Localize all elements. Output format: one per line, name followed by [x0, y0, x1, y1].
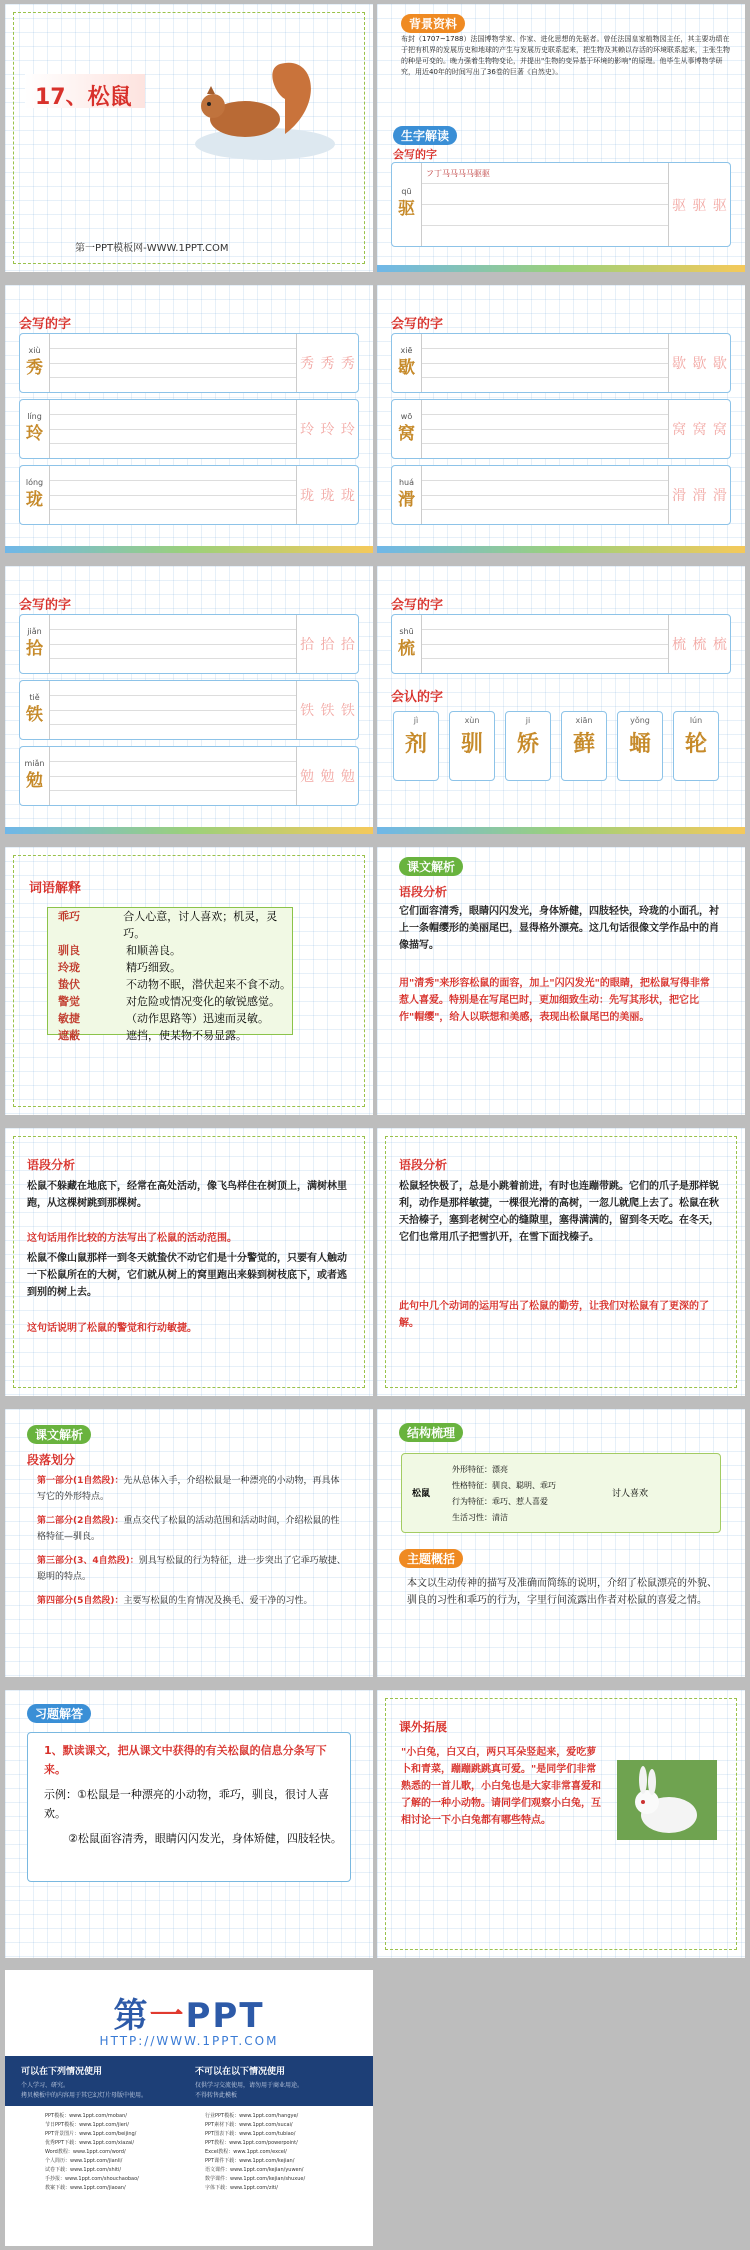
theme-text: 本文以生动传神的描写及准确而简练的说明，介绍了松鼠漂亮的外貌、驯良的习性和乖巧的行为，字里行间流露出作者对松鼠的喜爱之情。 [407, 1578, 717, 1606]
slide-background [377, 4, 745, 272]
vocab-heading: 词语解释 [29, 881, 82, 896]
char-subhead: 会写的字 [19, 598, 72, 613]
analysis-para: 它们面容清秀，眼睛闪闪发光，身体矫健，四肢轻快，玲珑的小面孔，衬上一条帽缨形的美丽尾巴，显得格外漂亮。这几句话很像文学作品中的肖像描写。 [399, 906, 719, 951]
vocab-row: 乖巧 合人心意，讨人喜欢；机灵，灵巧。 [58, 910, 278, 940]
theme-tag: 主题概括 [399, 1549, 463, 1568]
slide-analysis-2: 语段分析 松鼠不躲藏在地底下，经常在高处活动，像飞鸟样住在树顶上，满树林里跑，从这棵树跳到那棵树。 这句话用作比较的方法写出了松鼠的活动范围。 松鼠不像山鼠那样一到冬天就蛰伏不动它们是十分警觉的，只要有人触动一下松鼠所在的大树，它们就从树上的窝里跑出来躲到树枝底下，或者逃到别的树上去。 这句话说明了松鼠的警觉和行动敏捷。 [5, 1128, 373, 1396]
exercise-question: 1、默读课文，把从课文中获得的有关松鼠的信息分条写下来。 [44, 1744, 327, 1776]
rabbit-image [617, 1760, 717, 1840]
char-subhead: 会写的字 [391, 598, 444, 613]
structure-center: 松鼠 [412, 1489, 431, 1499]
title-footer: 第一PPT模板网-WWW.1PPT.COM [75, 243, 229, 254]
squirrel-image [185, 44, 335, 164]
char-glyph: 驱 [398, 199, 415, 219]
char-card-shu: shū 梳 梳 梳 梳 [391, 614, 731, 674]
vocab-row: 警觉 对危险或情况变化的敏锐感觉。 [58, 995, 280, 1008]
recog-card-3: ji 矫 [505, 711, 551, 781]
paragraph-subhead: 段落划分 [27, 1453, 76, 1467]
recog-card-2: xùn 驯 [449, 711, 495, 781]
vocab-row: 玲珑 精巧细致。 [58, 961, 181, 974]
char-subhead: 会写的字 [391, 317, 444, 332]
part-2: 第二部分(2自然段)：重点交代了松鼠的活动范围和活动时间，介绍松鼠的性格特征—驯良。 [37, 1516, 340, 1542]
char-card-jian: jiǎn 拾 拾 拾 拾 [19, 614, 359, 674]
vocab-row: 敏捷 （动作思路等）迅速而灵敏。 [58, 1012, 269, 1025]
slide-exercise [5, 1690, 373, 1958]
structure-tag: 结构梳理 [399, 1423, 463, 1442]
char-card: qū 驱 フ丁马马马马驱驱 驱 驱 驱 [391, 162, 731, 247]
recog-card-6: lún 轮 [673, 711, 719, 781]
slide-chars-1 [5, 285, 373, 553]
extension-text: "小白兔，白又白，两只耳朵竖起来，爱吃萝卜和青菜，蹦蹦跳跳真可爱。"是同学们非常熟悉的一首儿歌，小白兔也是大家非常喜爱和了解的一种小动物。请同学们观察小白兔，互相讨论一下小白兔都有哪些特点。 [401, 1747, 601, 1826]
exercise-answer-1: 示例：①松鼠是一种漂亮的小动物，乖巧，驯良，很讨人喜欢。 [44, 1788, 329, 1820]
analysis-subhead: 语段分析 [399, 885, 448, 899]
slide-extension [377, 1690, 745, 1958]
structure-result: 讨人喜欢 [612, 1489, 649, 1499]
recog-card-5: yǒng 蛹 [617, 711, 663, 781]
char-tag: 生字解读 [393, 126, 457, 145]
char-card-ling: líng 玲 玲 玲 玲 [19, 399, 359, 459]
vocab-row: 遮蔽 遮挡，使某物不易显露。 [58, 1029, 247, 1042]
slide-paragraphs [5, 1409, 373, 1677]
analysis-comment: 用"清秀"来形容松鼠的面容，加上"闪闪发光"的眼睛，把松鼠写得非常惹人喜爱。特别是在写尾巴时，更加细致生动：先写其形状，把它比作"帽缨"，给人以联想和美感，表现出松鼠尾巴的美丽。 [399, 978, 710, 1023]
recog-subhead: 会认的字 [391, 690, 444, 705]
analysis-tag: 课文解析 [399, 857, 463, 876]
char-card-wo: wō 窝 窝 窝 窝 [391, 399, 731, 459]
char-card-hua: huá 滑 滑 滑 滑 [391, 465, 731, 525]
slide-footer [5, 1970, 373, 2246]
char-card-xiu: xiù 秀 秀 秀 秀 [19, 333, 359, 393]
exercise-box [27, 1732, 351, 1882]
links-right[interactable]: 行业PPT模板：www.1ppt.com/hangye/ PPT素材下载：www.1ppt.com/sucai/ PPT图表下载：www.1ppt.com/tubiao/ PPT教程：www.1ppt.com/powerpoint/ Excel教程：www.1ppt.com/excel/ PPT课件下载：www.1ppt.com/kejian/ 语文课件：www.1ppt.com/kejian/yuwen/ 数学课件：www.1ppt.com/kejian/shuxue/ 字体下载：www.1ppt.com/ziti/ [205, 2113, 306, 2191]
structure-diagram: 松鼠 外形特征：漂亮 性格特征：驯良、聪明、乖巧 行为特征：乖巧、惹人喜爱 生活习性：清洁 讨人喜欢 [401, 1453, 721, 1533]
analysis-subhead: 语段分析 [399, 1158, 448, 1172]
links-left[interactable]: PPT模板：www.1ppt.com/moban/ 节日PPT模板：www.1ppt.com/jieri/ PPT背景图片：www.1ppt.com/beijing/ 优秀PPT下载：www.1ppt.com/xiazai/ Word教程：www.1ppt.com/word/ 个人简历：www.1ppt.com/jianli/ 试卷下载：www.1ppt.com/shiti/ 手抄报：www.1ppt.com/shouchaobao/ 教案下载：www.1ppt.com/jiaoan/ [45, 2113, 139, 2191]
part-4: 第四部分(5自然段)：主要写松鼠的生育情况及换毛、爱干净的习性。 [37, 1596, 313, 1606]
part-1: 第一部分(1自然段)：先从总体入手，介绍松鼠是一种漂亮的小动物，再具体写它的外形特点。 [37, 1476, 340, 1502]
lesson-title: 17、松鼠 [35, 85, 132, 110]
background-text: 布封（1707~1788）法国博物学家、作家、进化思想的先驱者。曾任法国皇家植物园主任，其主要功绩在于把有机界的发展历史和地球的产生与发展历史联系起来，把生物及其赖以存活的环境联系起来，主张生物的种是可变的。晚力强着生物物变论，并提出"生物的变异基于环境的影响"的原理。他毕生从事博物学研究，用近40年的时间写出了36卷的巨著《自然史》。 [401, 35, 730, 76]
slide-chars-3 [5, 566, 373, 834]
background-tag: 背景资料 [401, 14, 465, 33]
vocab-row: 蛰伏 不动物不眠，潜伏起来不食不动。 [58, 978, 291, 991]
slide-analysis-3: 语段分析 松鼠轻快极了，总是小跳着前进，有时也连蹦带跳。它们的爪子是那样锐利，动作是那样敏捷，一棵很光滑的高树，一忽儿就爬上去了。松鼠在秋天拾榛子，塞到老树空心的缝隙里，塞得满满的，留到冬天吃。在冬天，它们也常用爪子把雪扒开，在雪下面找榛子。 此句中几个动词的运用写出了松鼠的勤劳，让我们对松鼠有了更深的了解。 [377, 1128, 745, 1396]
extension-subhead: 课外拓展 [399, 1720, 448, 1734]
exercise-tag: 习题解答 [27, 1704, 91, 1723]
char-subhead: 会写的字 [19, 317, 72, 332]
slide-vocab [5, 847, 373, 1115]
slide-chars-2 [377, 285, 745, 553]
vocab-table [47, 907, 293, 1042]
char-subhead: 会写的字 [393, 148, 437, 161]
recog-card-1: jì 剂 [393, 711, 439, 781]
paragraph-tag: 课文解析 [27, 1425, 91, 1444]
exercise-answer-2: ②松鼠面容清秀，眼睛闪闪发光，身体矫健，四肢轻快。 [68, 1832, 342, 1845]
vocab-row: 驯良 和顺善良。 [58, 944, 181, 957]
site-url[interactable]: HTTP://WWW.1PPT.COM [99, 2034, 279, 2048]
char-card-tie: tiě 铁 铁 铁 铁 [19, 680, 359, 740]
slide-structure [377, 1409, 745, 1677]
char-card-xie: xiē 歇 歇 歇 歇 [391, 333, 731, 393]
usage-band: 可以在下列情况使用 个人学习、研究。 拷贝模板中的内容用于其它幻灯片母版中使用。 不可以在以下情况使用 仅供学习交流使用，请勿用于商业用途。 不得转售此模板 [5, 2056, 373, 2106]
analysis-subhead: 语段分析 [27, 1158, 76, 1172]
site-logo: 第一PPT [113, 1996, 265, 2036]
char-card-mian: miǎn 勉 勉 勉 勉 [19, 746, 359, 806]
slide-title [5, 4, 373, 272]
char-card-long: lóng 珑 珑 珑 珑 [19, 465, 359, 525]
recog-card-4: xiān 藓 [561, 711, 607, 781]
slide-chars-4 [377, 566, 745, 834]
part-3: 第三部分(3、4自然段)：别具写松鼠的行为特征，进一步突出了它乖巧敏捷、聪明的特点。 [37, 1556, 346, 1582]
slide-analysis-1 [377, 847, 745, 1115]
